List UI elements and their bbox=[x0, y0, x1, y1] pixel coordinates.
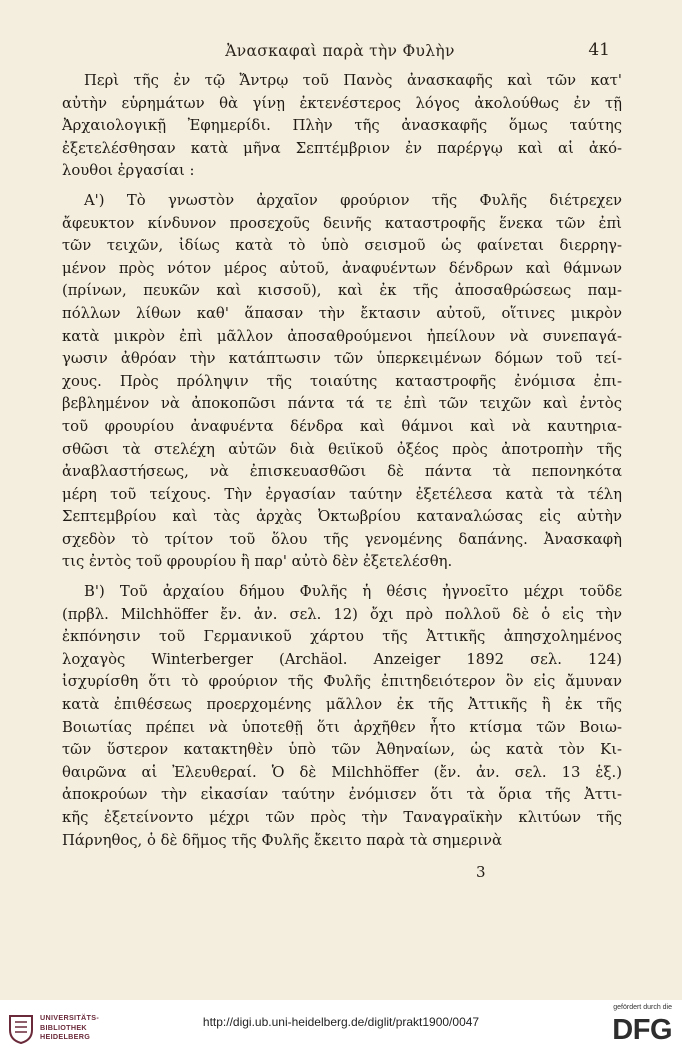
footer-bar bbox=[0, 1000, 682, 1055]
funding-caption: gefördert durch die bbox=[613, 1004, 672, 1011]
text-line: ἐκπόνησιν τοῦ Γερμανικοῦ χάρτου τῆς Ἀττικῆς ἀπησχολημένος bbox=[62, 628, 622, 646]
text-line: λουθοι ἐργασίαι : bbox=[62, 162, 195, 180]
text-line: κῆς ἐξετείνοντο μέχρι τῶν πρὸς τὴν Ταναγραϊκὴν κλιτύων τῆς bbox=[62, 809, 622, 826]
library-name-line-3: HEIDELBERG bbox=[40, 1032, 91, 1041]
text-line: (πρίνων, πευκῶν καὶ κισσοῦ), καὶ ἐκ τῆς ἀποσαθρώσεως παμ- bbox=[62, 282, 622, 300]
text-line: σθῶσι τὰ στελέχη αὐτῶν διὰ θειϊκοῦ ὀξέος πρὸς ἀποτροπὴν τῆς bbox=[62, 440, 622, 458]
dfg-wordmark: DFG bbox=[612, 1014, 672, 1046]
text-line: σχεδὸν τὸ τρίτον τοῦ ὅλου τῆς γενομένης δαπάνης. Ἀνασκαφὴ bbox=[62, 530, 622, 548]
library-name-line-1: UNIVERSITÄTS- bbox=[40, 1013, 100, 1022]
page-number: 41 bbox=[588, 40, 610, 60]
text-line: Α') Τὸ γνωστὸν ἀρχαῖον φρούριον τῆς Φυλῆς διέτρεχεν bbox=[84, 191, 622, 209]
text-line: λοχαγὸς Winterberger (Archäol. Anzeiger 1892 σελ. 124) bbox=[62, 650, 622, 668]
text-line: αὐτὴν εὑρημάτων θὰ γίνῃ ἐκτενέστερος λόγος ἀκολούθως ἐν τῇ bbox=[62, 94, 622, 112]
paragraph-gap bbox=[62, 574, 622, 581]
text-line: (πρβλ. Milchhöffer ἔν. ἀν. σελ. 12) ὄχι πρὸ πολλοῦ δὲ ὁ εἰς τὴν bbox=[62, 605, 622, 623]
text-line: κατὰ μικρὸν ἐπὶ μᾶλλον ἀποσαθρούμενοι ἠπείλουν νὰ συνεπαγά- bbox=[62, 327, 622, 345]
text-line: τις ἐντὸς τοῦ φρουρίου ἢ παρ' αὐτὸ δὲν ἐξετελέσθη. bbox=[62, 553, 453, 571]
dfg-logo[interactable] bbox=[602, 1004, 672, 1052]
text-line: Περὶ τῆς ἐν τῷ Ἄντρῳ τοῦ Πανὸς ἀνασκαφῆς καὶ τῶν κατ' bbox=[84, 72, 622, 89]
text-line: ἀποκρούων τὴν εἰκασίαν ταύτην ἐνόμισεν ὅτι τὰ ὅρια τῆς Ἀττι- bbox=[62, 786, 622, 804]
text-line: ἐξετελέσθησαν κατὰ μῆνα Σεπτέμβριον ἐν παρέργῳ καὶ αἱ ἀκό- bbox=[62, 139, 622, 157]
signature-mark: 3 bbox=[476, 863, 486, 881]
text-line: κατὰ ἐπιθέσεως προερχομένης μᾶλλον ἐκ τῆς Ἀττικῆς ἢ ἐκ τῆς bbox=[62, 696, 622, 714]
running-title: Ἀνασκαφαὶ παρὰ τὴν Φυλὴν bbox=[225, 42, 455, 60]
body-text bbox=[62, 70, 622, 852]
text-line: ἀναβλαστήσεως, νὰ ἐπισκευασθῶσι δὲ πάντα τὰ πεπονηκότα bbox=[62, 463, 622, 481]
library-name-line-2: BIBLIOTHEK bbox=[40, 1022, 87, 1032]
text-line: ἄφευκτον κίνδυνον προσεχοῦς δεινῆς καταστροφῆς ἕνεκα τῶν ἐπὶ bbox=[62, 214, 622, 232]
text-line: τῶν ὕστερον κατακτηθὲν ὑπὸ τῶν Ἀθηναίων, ὡς κατὰ τὸν Κι- bbox=[62, 741, 622, 759]
text-line: μένον πρὸς νότον μέρος αὐτοῦ, ἀναφυέντων δένδρων καὶ θάμνων bbox=[62, 259, 622, 277]
text-line: θαιρῶνα αἱ Ἐλευθεραί. Ὁ δὲ Milchhöffer (ἔν. ἀν. σελ. 13 ἑξ.) bbox=[62, 763, 622, 781]
paragraph-gap bbox=[62, 183, 622, 190]
text-line: ἰσχυρίσθη ὅτι τὸ φρούριον τῆς Φυλῆς ἐπιτηδειότερον ὃν εἰς ἄμυναν bbox=[62, 673, 622, 691]
text-line: τῶν τειχῶν, ἰδίως κατὰ τὸ ὑπὸ σεισμοῦ ὡς φαίνεται διερρηγ- bbox=[62, 237, 622, 255]
permalink-url[interactable]: http://digi.ub.uni-heidelberg.de/diglit/prakt1900/0047 bbox=[202, 1015, 480, 1029]
text-line: Σεπτεμβρίου καὶ τὰς ἀρχὰς Ὀκτωβρίου καταναλώσας εἰς αὐτὴν bbox=[62, 508, 622, 526]
text-line: χους. Πρὸς πρόληψιν τῆς τοιαύτης καταστροφῆς ἐνόμισα ἐπι- bbox=[62, 372, 622, 390]
text-line: Πάρνηθος, ὁ δὲ δῆμος τῆς Φυλῆς ἔκειτο παρὰ τὰ σημερινὰ bbox=[62, 831, 503, 849]
text-line: Β') Τοῦ ἀρχαίου δήμου Φυλῆς ἡ θέσις ἠγνοεῖτο μέχρι τοῦδε bbox=[84, 583, 622, 601]
text-line: πόλλων λίθων καθ' ἅπασαν τὴν ἔκτασιν αὐτοῦ, οἵτινες μικρὸν bbox=[62, 304, 622, 322]
text-line: τοῦ φρουρίου ἀναφυέντα δένδρα καὶ θάμνοι καὶ νὰ καυτηρια- bbox=[62, 417, 622, 435]
text-line: γωσιν ἀθρόαν τὴν κατάπτωσιν τῶν ὑπερκειμένων δόμων τοῦ τεί- bbox=[62, 350, 622, 368]
running-header bbox=[70, 40, 610, 68]
text-line: Ἀρχαιολογικῇ Ἐφημερίδι. Πλὴν τῆς ἀνασκαφῆς ὅμως ταύτης bbox=[62, 117, 622, 135]
text-line: Βοιωτίας πρέπει νὰ ὑποτεθῇ ὅτι ἀρχῆθεν ἦτο κτίσμα τῶν Βοιω- bbox=[62, 718, 622, 736]
text-line: μέρη τοῦ τείχους. Τὴν ἐργασίαν ταύτην ἐξετέλεσα κατὰ τὰ τέλη bbox=[62, 485, 622, 503]
text-line: βεβλημένον νὰ ἀποκοπῶσι πάντα τά τε ἐπὶ τῶν τειχῶν καὶ ἐντὸς bbox=[62, 395, 622, 413]
